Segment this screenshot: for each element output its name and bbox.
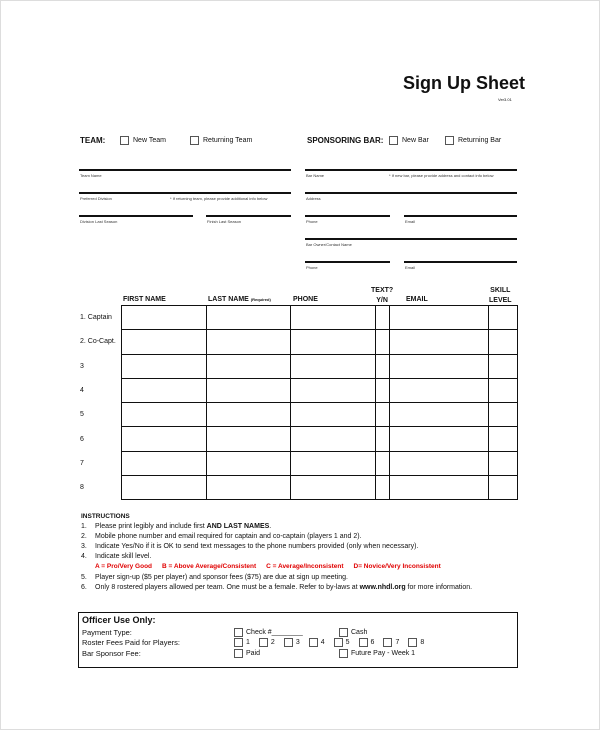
roster-cell[interactable] bbox=[489, 306, 518, 330]
item-number: 2. bbox=[81, 533, 87, 541]
roster-cell[interactable] bbox=[489, 427, 518, 451]
player-5-checkbox[interactable] bbox=[334, 638, 343, 647]
row-label: 6 bbox=[80, 435, 84, 443]
roster-cell[interactable] bbox=[207, 330, 291, 354]
header-text-yn bbox=[371, 286, 393, 306]
checkbox[interactable] bbox=[234, 628, 243, 637]
bold-text: AND LAST NAMES bbox=[206, 523, 270, 531]
checkbox[interactable] bbox=[234, 649, 243, 658]
option-label: Paid bbox=[246, 650, 261, 657]
roster-cell[interactable] bbox=[489, 354, 518, 378]
row-label: 8 bbox=[80, 484, 84, 492]
checkbox[interactable] bbox=[339, 649, 348, 658]
table-row bbox=[122, 427, 518, 451]
table-row bbox=[122, 330, 518, 354]
roster-cell[interactable] bbox=[207, 306, 291, 330]
instruction-item bbox=[81, 532, 531, 542]
roster-cell[interactable] bbox=[207, 403, 291, 427]
row-label: 3 bbox=[80, 362, 84, 370]
text: Please print legibly and include first bbox=[95, 523, 207, 531]
row-label: 1. Captain bbox=[80, 314, 112, 321]
finish-last-season-caption: Finish Last Season bbox=[207, 219, 242, 224]
player-number: 8 bbox=[420, 639, 425, 646]
address-caption: Address bbox=[306, 196, 321, 201]
bar-sponsor-fee-label: Bar Sponsor Fee: bbox=[82, 649, 141, 658]
roster-cell[interactable] bbox=[376, 427, 390, 451]
option-label: Future Pay - Week 1 bbox=[351, 650, 416, 657]
player-3-checkbox[interactable] bbox=[284, 638, 293, 647]
checkbox[interactable] bbox=[445, 136, 454, 145]
row-label: 7 bbox=[80, 459, 84, 467]
future-pay-option[interactable] bbox=[339, 649, 415, 658]
skill-level: B = Above Average/Consistent bbox=[162, 563, 257, 571]
roster-cell[interactable] bbox=[390, 330, 489, 354]
row-label: 4 bbox=[80, 386, 84, 394]
instructions bbox=[81, 512, 531, 593]
phone-caption: Phone bbox=[306, 219, 318, 224]
roster-cell[interactable] bbox=[376, 330, 390, 354]
bar-name-caption: Bar Name bbox=[306, 173, 325, 178]
contact-name-caption: Bar Owner/Contact Name bbox=[306, 242, 352, 247]
table-row bbox=[122, 306, 518, 330]
contact-phone-field[interactable] bbox=[305, 261, 390, 263]
roster-cell[interactable] bbox=[489, 476, 518, 500]
header-skill-level bbox=[489, 286, 512, 306]
player-4-checkbox[interactable] bbox=[309, 638, 318, 647]
text: Indicate Yes/No if it is OK to send text messages to the phone numbers provided (only when necessary). bbox=[95, 543, 419, 551]
address-field[interactable] bbox=[305, 192, 517, 194]
header-text: LAST NAME bbox=[208, 296, 249, 303]
roster-cell[interactable] bbox=[291, 451, 376, 475]
roster-fees-label: Roster Fees Paid for Players: bbox=[82, 638, 180, 647]
roster-cell[interactable] bbox=[489, 330, 518, 354]
email-caption: Email bbox=[405, 219, 416, 224]
item-number: 1. bbox=[81, 523, 87, 531]
row-label: 2. Co-Capt. bbox=[80, 338, 116, 346]
roster-cell[interactable] bbox=[390, 476, 489, 500]
option-label: Check #________ bbox=[246, 629, 303, 636]
roster-cell[interactable] bbox=[207, 476, 291, 500]
returning-bar-option[interactable] bbox=[445, 136, 501, 145]
roster-cell[interactable] bbox=[291, 306, 376, 330]
roster-cell[interactable] bbox=[291, 403, 376, 427]
text: . bbox=[269, 523, 272, 531]
roster-cell[interactable] bbox=[291, 427, 376, 451]
skill-level: A = Pro/Very Good bbox=[95, 563, 153, 571]
finish-last-season-field[interactable] bbox=[206, 215, 291, 217]
division-last-season-field[interactable] bbox=[79, 215, 193, 217]
header-text: TEXT? bbox=[371, 287, 394, 294]
roster-cell[interactable] bbox=[376, 451, 390, 475]
roster-table bbox=[121, 305, 518, 500]
header-text: LEVEL bbox=[489, 297, 512, 304]
item-text bbox=[95, 532, 362, 542]
instructions-title: INSTRUCTIONS bbox=[81, 513, 130, 520]
item-text bbox=[95, 552, 151, 562]
table-row bbox=[122, 476, 518, 500]
email-field[interactable] bbox=[404, 215, 517, 217]
sponsoring-bar-label: SPONSORING BAR: bbox=[307, 136, 384, 145]
row-label: 5 bbox=[80, 411, 84, 419]
item-text bbox=[95, 573, 348, 583]
skill-level: D= Novice/Very Inconsistent bbox=[353, 563, 441, 571]
player-number: 7 bbox=[395, 639, 400, 646]
roster-cell[interactable] bbox=[291, 330, 376, 354]
player-6-checkbox[interactable] bbox=[359, 638, 368, 647]
returning-note: * If returning team, please provide additional info below bbox=[170, 196, 268, 201]
player-number: 1 bbox=[246, 639, 250, 646]
new-team-option[interactable] bbox=[120, 136, 166, 145]
roster-cell[interactable] bbox=[390, 354, 489, 378]
item-number: 3. bbox=[81, 543, 87, 551]
preferred-division-field[interactable] bbox=[79, 192, 291, 194]
cash-option[interactable] bbox=[339, 628, 367, 637]
player-8-checkbox[interactable] bbox=[408, 638, 417, 647]
skill-level: C = Average/Inconsistent bbox=[266, 563, 344, 571]
roster-cell[interactable] bbox=[122, 403, 207, 427]
roster-cell[interactable] bbox=[489, 403, 518, 427]
roster-cell[interactable] bbox=[122, 306, 207, 330]
option-label: Returning Bar bbox=[458, 137, 502, 144]
option-label: Cash bbox=[351, 629, 368, 636]
roster-cell[interactable] bbox=[390, 427, 489, 451]
player-7-checkbox[interactable] bbox=[383, 638, 392, 647]
instruction-item bbox=[81, 542, 531, 552]
version: Ver3.01 bbox=[498, 97, 512, 102]
player-number: 3 bbox=[295, 639, 300, 646]
bar-name-field[interactable] bbox=[305, 169, 517, 171]
player-number: 5 bbox=[345, 639, 350, 646]
contact-name-field[interactable] bbox=[305, 238, 517, 240]
roster-cell[interactable] bbox=[122, 427, 207, 451]
table-row bbox=[122, 451, 518, 475]
roster-cell[interactable] bbox=[390, 378, 489, 402]
roster-cell[interactable] bbox=[122, 451, 207, 475]
roster-cell[interactable] bbox=[489, 378, 518, 402]
roster-cell[interactable] bbox=[489, 451, 518, 475]
contact-email-field[interactable] bbox=[404, 261, 517, 263]
paid-option[interactable] bbox=[234, 649, 260, 658]
roster-cell[interactable] bbox=[122, 476, 207, 500]
page-title: Sign Up Sheet bbox=[403, 73, 526, 93]
contact-phone-caption: Phone bbox=[306, 265, 318, 270]
phone-field[interactable] bbox=[305, 215, 390, 217]
preferred-division-caption: Preferred Division bbox=[80, 196, 112, 201]
contact-email-caption: Email bbox=[405, 265, 416, 270]
player-2-checkbox[interactable] bbox=[259, 638, 268, 647]
item-number: 4. bbox=[81, 553, 87, 561]
roster-cell[interactable] bbox=[122, 354, 207, 378]
roster-cell[interactable] bbox=[390, 451, 489, 475]
roster-cell[interactable] bbox=[207, 354, 291, 378]
header-text: SKILL bbox=[490, 287, 511, 294]
item-number: 5. bbox=[81, 573, 87, 581]
item-text bbox=[95, 583, 472, 593]
header-note: (Required) bbox=[250, 297, 271, 302]
item-text bbox=[95, 522, 271, 532]
player-number: 4 bbox=[320, 639, 325, 646]
new-bar-option[interactable] bbox=[389, 136, 429, 145]
roster-cell[interactable] bbox=[376, 378, 390, 402]
option-label: New Bar bbox=[402, 137, 429, 144]
roster-cell[interactable] bbox=[207, 427, 291, 451]
payment-type-label: Payment Type: bbox=[82, 628, 132, 637]
check-option[interactable] bbox=[234, 628, 303, 637]
roster-cell[interactable] bbox=[376, 476, 390, 500]
instruction-item bbox=[81, 573, 531, 583]
checkbox[interactable] bbox=[120, 136, 129, 145]
checkbox[interactable] bbox=[190, 136, 199, 145]
roster-cell[interactable] bbox=[207, 451, 291, 475]
roster-cell[interactable] bbox=[291, 354, 376, 378]
team-name-caption: Team Name bbox=[80, 173, 102, 178]
player-number: 6 bbox=[370, 639, 375, 646]
division-last-season-caption: Division Last Season bbox=[80, 219, 118, 224]
roster-cell[interactable] bbox=[376, 403, 390, 427]
text: Player sign-up ($5 per player) and sponsor fees ($75) are due at sign up meeting. bbox=[95, 573, 348, 581]
returning-team-option[interactable] bbox=[190, 136, 252, 145]
header-phone: PHONE bbox=[293, 296, 318, 303]
team-label: TEAM: bbox=[80, 136, 106, 145]
skill-levels bbox=[81, 562, 531, 572]
text: Only 8 rostered players allowed per team. One must be a female. Refer to by-laws at bbox=[95, 583, 360, 591]
roster-cell[interactable] bbox=[122, 330, 207, 354]
roster-cell[interactable] bbox=[122, 378, 207, 402]
header-first-name: FIRST NAME bbox=[123, 296, 166, 303]
header-text: Y/N bbox=[376, 297, 388, 304]
item-text bbox=[95, 542, 418, 552]
table-row bbox=[122, 378, 518, 402]
table-row bbox=[122, 403, 518, 427]
roster-cell[interactable] bbox=[376, 306, 390, 330]
team-name-field[interactable] bbox=[79, 169, 291, 171]
player-1-checkbox[interactable] bbox=[234, 638, 243, 647]
instruction-item bbox=[81, 552, 531, 562]
players-paid bbox=[234, 638, 430, 647]
checkbox[interactable] bbox=[339, 628, 348, 637]
roster-cell[interactable] bbox=[390, 403, 489, 427]
roster-cell[interactable] bbox=[376, 354, 390, 378]
new-bar-note: * If new bar, please provide address and contact info below bbox=[389, 173, 494, 178]
roster-cell[interactable] bbox=[291, 378, 376, 402]
header-email: EMAIL bbox=[406, 296, 428, 303]
bold-text: www.nhdl.org bbox=[359, 583, 406, 591]
roster-cell[interactable] bbox=[291, 476, 376, 500]
option-label: Returning Team bbox=[203, 137, 253, 144]
instruction-item bbox=[81, 522, 531, 532]
text: Indicate skill level. bbox=[95, 553, 152, 561]
officer-use-box bbox=[78, 612, 518, 668]
instruction-item bbox=[81, 583, 531, 593]
officer-title: Officer Use Only: bbox=[82, 615, 156, 625]
text: for more information. bbox=[405, 583, 473, 591]
option-label: New Team bbox=[133, 137, 166, 144]
text: Mobile phone number and email required for captain and co-captain (players 1 and 2). bbox=[95, 533, 362, 541]
roster-cell[interactable] bbox=[390, 306, 489, 330]
item-number: 6. bbox=[81, 583, 87, 591]
roster-cell[interactable] bbox=[207, 378, 291, 402]
table-row bbox=[122, 354, 518, 378]
header-last-name bbox=[208, 296, 271, 303]
checkbox[interactable] bbox=[389, 136, 398, 145]
player-number: 2 bbox=[270, 639, 275, 646]
